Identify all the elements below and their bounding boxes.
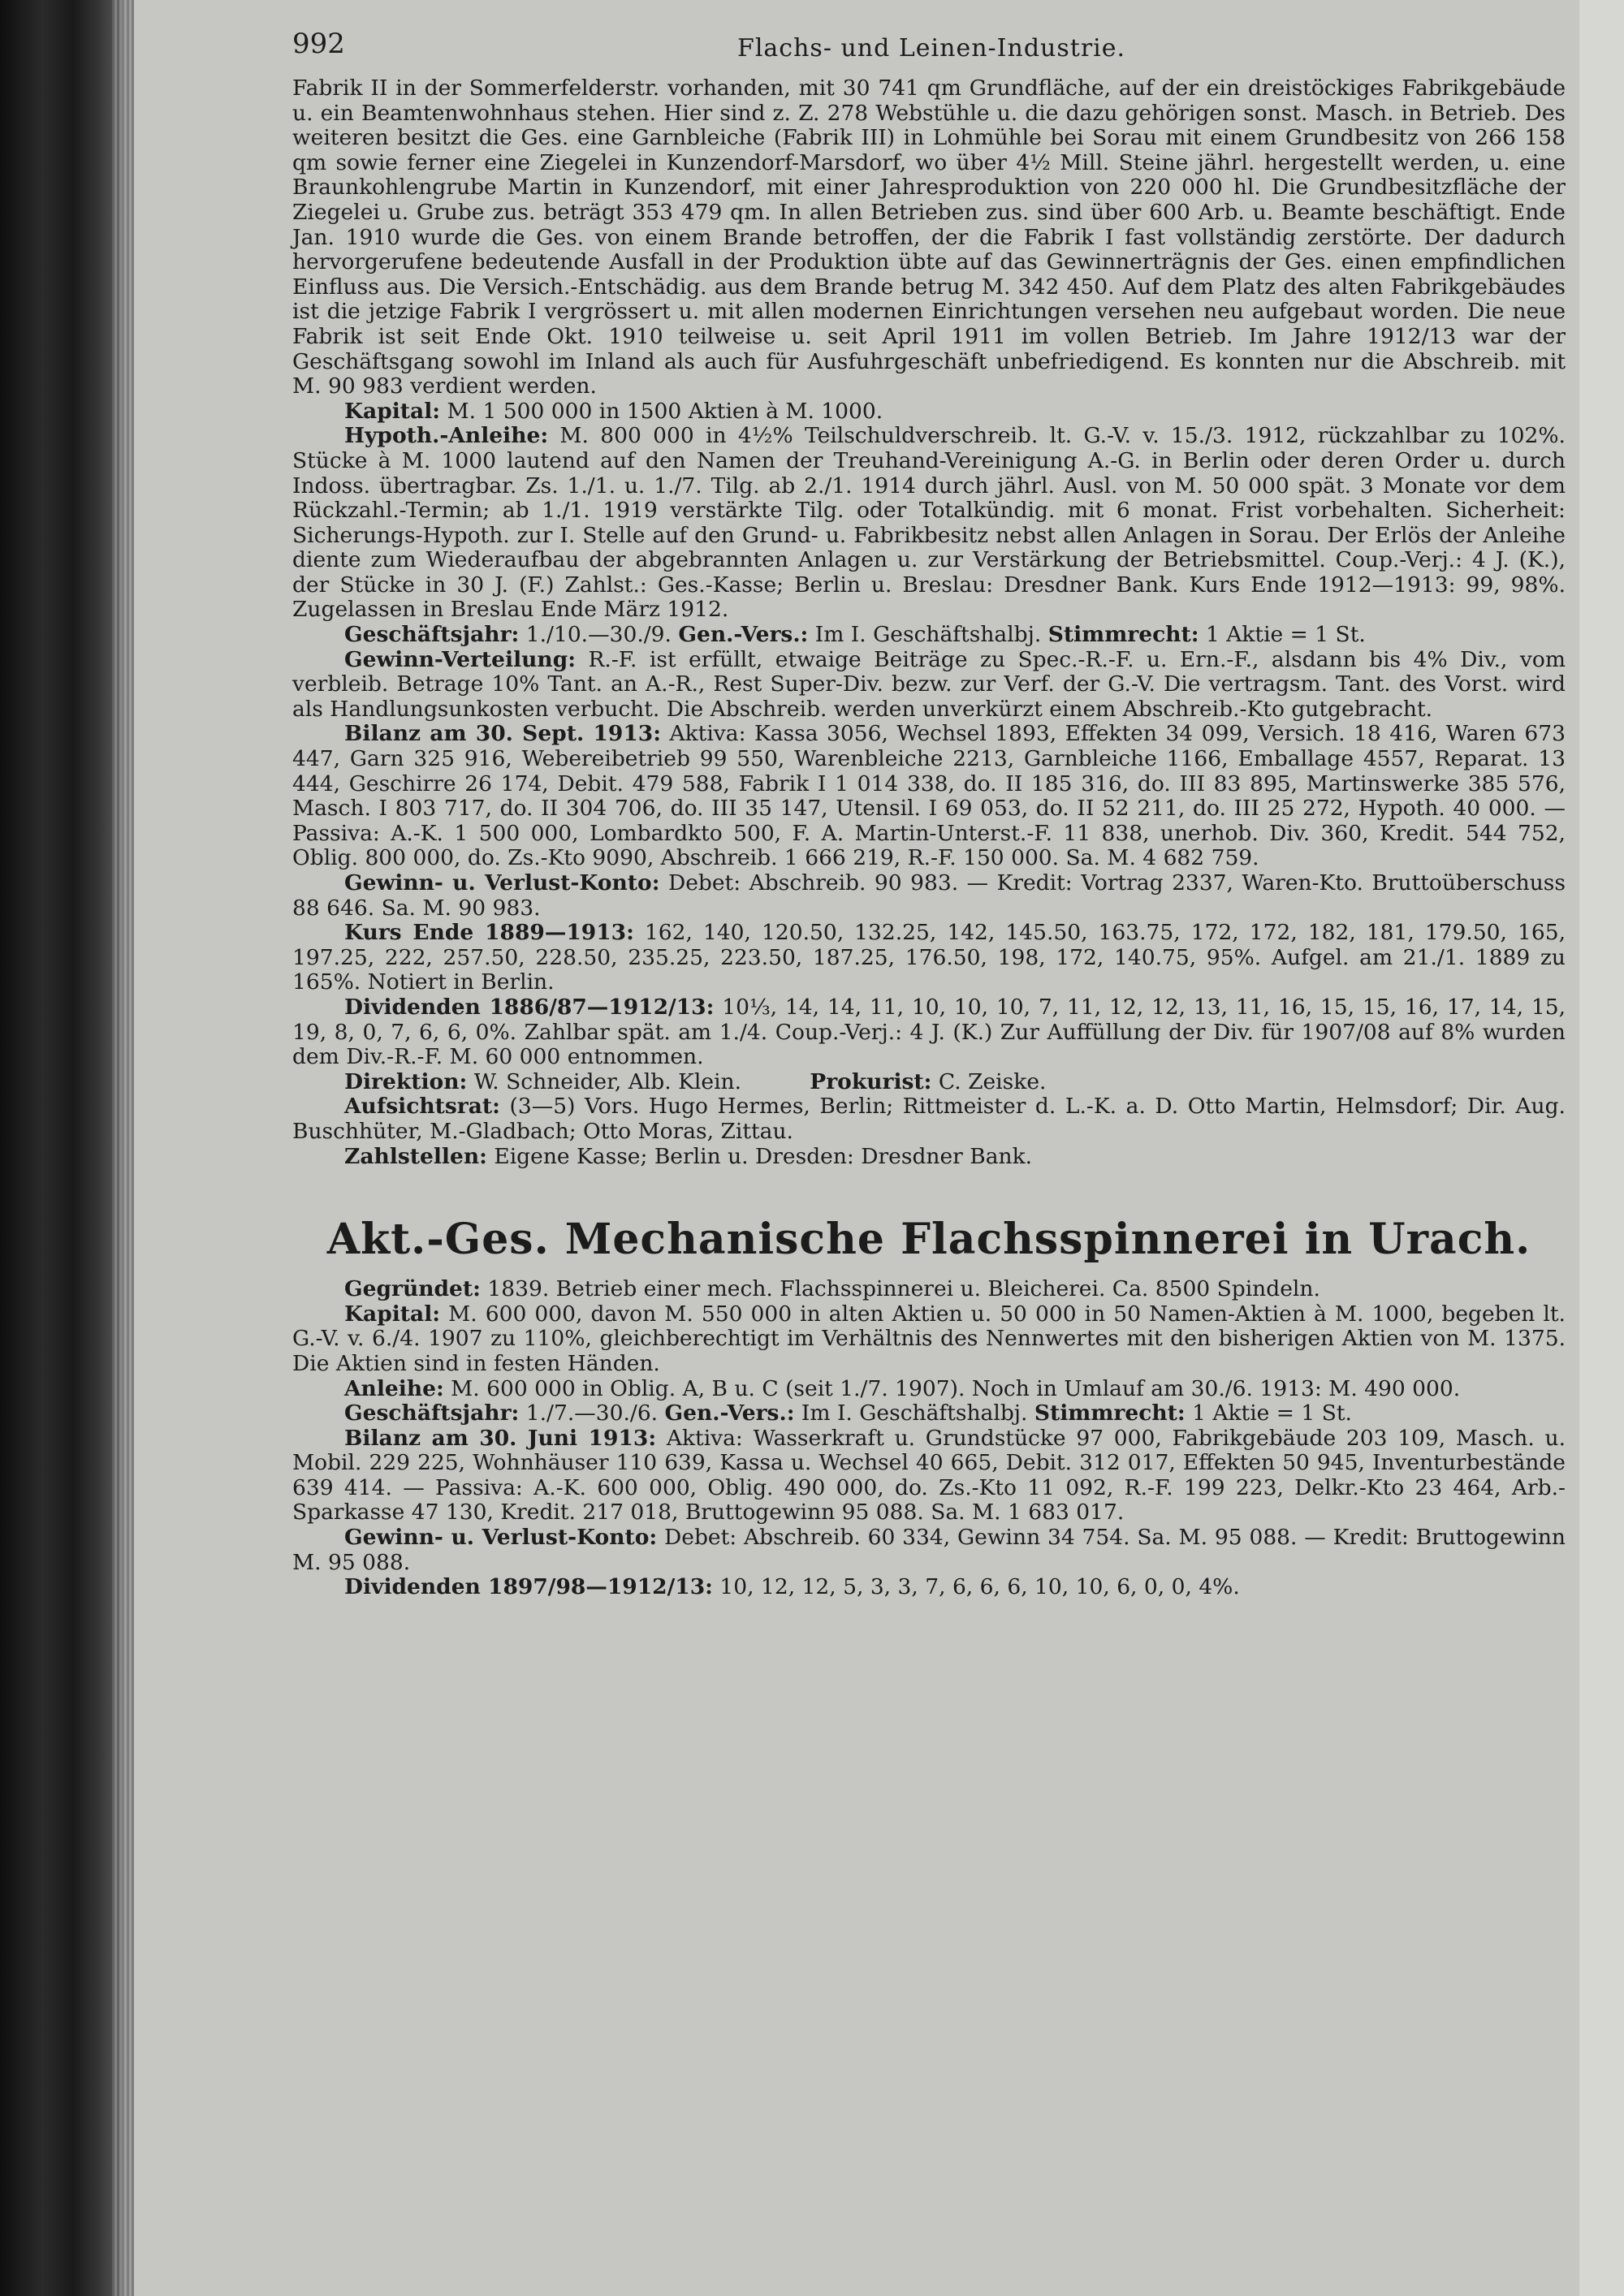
geschaeftsjahr-entry-2: Geschäftsjahr: 1./7.—30./6. Gen.-Vers.: Im I. Geschäftshalbj. Stimmrecht: 1 Aktie = 1 St. <box>344 1400 1352 1426</box>
gegruendet-entry: Gegründet: 1839. Betrieb einer mech. Flachsspinnerei u. Bleicherei. Ca. 8500 Spindeln. <box>344 1276 1320 1302</box>
zahlstellen-entry: Zahlstellen: Eigene Kasse; Berlin u. Dresden: Dresdner Bank. <box>344 1143 1033 1169</box>
page-content <box>292 28 1566 1600</box>
hypoth-anleihe-entry: Hypoth.-Anleihe: M. 800 000 in 4½% Teilschuldverschreib. lt. G.-V. v. 15./3. 1912, rückzahlbar zu 102%. Stücke à M. 1000 lautend auf den Namen der Treuhand-Vereinigung A.-G. in Berlin oder deren Order u. durch Indoss. übertragbar. Zs. 1./1. u. 1./7. Tilg. ab 2./1. 1914 durch jährl. Ausl. von M. 50 000 spät. 3 Monate vor dem Rückzahl.-Termin; ab 1./1. 1919 verstärkte Tilg. oder Totalkündig. mit 6 monat. Frist vorbehalten. Sicherheit: Sicherungs-Hypoth. zur I. Stelle auf den Grund- u. Fabrikbesitz nebst allen Anlagen in Sorau. Der Erlös der Anleihe diente zum Wiederaufbau der abgebrannten Anlagen u. zur Verstärkung der Betriebsmittel. Coup.-Verj.: 4 J. (K.), der Stücke in 30 J. (F.) Zahlst.: Ges.-Kasse; Berlin u. Breslau: Dresdner Bank. Kurs Ende 1912—1913: 99, 98%. Zugelassen in Breslau Ende März 1912. <box>292 423 1566 623</box>
gewinn-verlust-entry-2: Gewinn- u. Verlust-Konto: Debet: Abschreib. 60 334, Gewinn 34 754. Sa. M. 95 088. — Kredit: Bruttogewinn M. 95 088. <box>292 1525 1566 1575</box>
bilanz-entry: Bilanz am 30. Sept. 1913: Aktiva: Kassa 3056, Wechsel 1893, Effekten 34 099, Versich. 18 416, Waren 673 447, Garn 325 916, Webereibetrieb 99 550, Warenbleiche 2213, Garnbleiche 1166, Emballage 4557, Reparat. 13 444, Geschirre 26 174, Debit. 479 588, Fabrik I 1 014 338, do. II 185 316, do. III 83 895, Martinswerke 385 576, Masch. I 803 717, do. II 304 706, do. III 35 147, Utensil. I 69 053, do. II 52 211, do. III 25 272, Hypoth. 40 000. — Passiva: A.-K. 1 500 000, Lombardkto 500, F. A. Martin-Unterst.-F. 11 838, unerhob. Div. 360, Kredit. 544 752, Oblig. 800 000, do. Zs.-Kto 9090, Abschreib. 1 666 219, R.-F. 150 000. Sa. M. 4 682 759. <box>292 721 1566 871</box>
book-spine <box>0 0 122 2296</box>
gewinn-verteilung-entry: Gewinn-Verteilung: R.-F. ist erfüllt, etwaige Beiträge zu Spec.-R.-F. u. Ern.-F., alsdann bis 4% Div., vom verbleib. Betrage 10% Tant. an A.-R., Rest Super-Div. bezw. zur Verf. der G.-V. Die vertragsm. Tant. des Vorst. wird als Handlungsunkosten verbucht. Die Abschreib. werden unverkürzt einem Abschreib.-Kto gutgebracht. <box>292 646 1566 722</box>
page-right-margin <box>1579 0 1624 2296</box>
anleihe-entry: Anleihe: M. 600 000 in Oblig. A, B u. C (seit 1./7. 1907). Noch in Umlauf am 30./6. 1913: M. 490 000. <box>344 1375 1461 1401</box>
aufsichtsrat-entry: Aufsichtsrat: (3—5) Vors. Hugo Hermes, Berlin; Rittmeister d. L.-K. a. D. Otto Martin, Helmsdorf; Dir. Aug. Buschhüter, M.-Gladbach; Otto Moras, Zittau. <box>292 1094 1566 1144</box>
intro-paragraph: Fabrik II in der Sommerfelderstr. vorhanden, mit 30 741 qm Grundfläche, auf der ein dreistöckiges Fabrikgebäude u. ein Beamtenwohnhaus stehen. Hier sind z. Z. 278 Webstühle u. die dazu gehörigen sonst. Masch. in Betrieb. Des weiteren besitzt die Ges. eine Garnbleiche (Fabrik III) in Lohmühle bei Sorau mit einem Grundbesitz von 266 158 qm sowie ferner eine Ziegelei in Kunzendorf-Marsdorf, wo über 4½ Mill. Steine jährl. hergestellt werden, u. eine Braunkohlengrube Martin in Kunzendorf, mit einer Jahresproduktion von 220 000 hl. Die Grundbesitzfläche der Ziegelei u. Grube zus. beträgt 353 479 qm. In allen Betrieben zus. sind über 600 Arb. u. Beamte beschäftigt. Ende Jan. 1910 wurde die Ges. von einem Brande betroffen, der die Fabrik I fast vollständig zerstörte. Der dadurch hervorgerufene bedeutende Ausfall in der Produktion übte auf das Gewinnerträgnis der Ges. einen empfindlichen Einfluss aus. Die Versich.-Entschädig. aus dem Brande betrug M. 342 450. Auf dem Platz des alten Fabrikgebäudes ist die jetzige Fabrik I vergrössert u. mit allen modernen Einrichtungen versehen neu aufgebaut worden. Die neue Fabrik ist seit Ende Okt. 1910 teilweise u. seit April 1911 im vollen Betrieb. Im Jahre 1912/13 war der Geschäftsgang sowohl im Inland als auch für Ausfuhrgeschäft unbefriedigend. Es konnten nur die Abschreib. mit M. 90 983 verdient werden. <box>292 76 1566 399</box>
running-title: Flachs- und Leinen-Industrie. <box>737 34 1126 63</box>
page-header <box>292 28 1566 76</box>
page-number: 992 <box>292 28 345 60</box>
kapital-entry-2: Kapital: M. 600 000, davon M. 550 000 in alten Aktien u. 50 000 in 50 Namen-Aktien à M. 1000, begeben lt. G.-V. v. 6./4. 1907 zu 110%, gleichberechtigt im Verhältnis des Nennwertes mit den bisherigen Aktien von M. 1375. Die Aktien sind in festen Händen. <box>292 1301 1566 1376</box>
company-heading: Akt.-Ges. Mechanische Flachsspinnerei in Urach. <box>326 1215 1531 1265</box>
dividenden-entry: Dividenden 1886/87—1912/13: 10⅓, 14, 14, 11, 10, 10, 10, 7, 11, 12, 12, 13, 11, 16, 15, 15, 16, 17, 14, 15, 19, 8, 0, 7, 6, 6, 0%. Zahlbar spät. am 1./4. Coup.-Verj.: 4 J. (K.) Zur Auffüllung der Div. für 1907/08 auf 8% wurden dem Div.-R.-F. M. 60 000 entnommen. <box>292 994 1566 1070</box>
gewinn-verlust-entry: Gewinn- u. Verlust-Konto: Debet: Abschreib. 90 983. — Kredit: Vortrag 2337, Waren-Kto. Bruttoüberschuss 88 646. Sa. M. 90 983. <box>292 870 1566 921</box>
kapital-entry: Kapital: M. 1 500 000 in 1500 Aktien à M. 1000. <box>344 398 883 424</box>
direktion-entry: Direktion: W. Schneider, Alb. Klein. Prokurist: C. Zeiske. <box>344 1068 1047 1094</box>
kurs-entry: Kurs Ende 1889—1913: 162, 140, 120.50, 132.25, 142, 145.50, 163.75, 172, 172, 182, 181, 179.50, 165, 197.25, 222, 257.50, 228.50, 235.25, 223.50, 187.25, 176.50, 198, 172, 140.75, 95%. Aufgel. am 21./1. 1889 zu 165%. Notiert in Berlin. <box>292 920 1566 995</box>
dividenden-entry-2: Dividenden 1897/98—1912/13: 10, 12, 12, 5, 3, 3, 7, 6, 6, 6, 10, 10, 6, 0, 0, 4%. <box>344 1574 1240 1600</box>
geschaeftsjahr-entry: Geschäftsjahr: 1./10.—30./9. Gen.-Vers.: Im I. Geschäftshalbj. Stimmrecht: 1 Aktie = 1 St. <box>344 622 1366 648</box>
bilanz-entry-2: Bilanz am 30. Juni 1913: Aktiva: Wasserkraft u. Grundstücke 97 000, Fabrikgebäude 203 109, Masch. u. Mobil. 229 225, Wohnhäuser 110 639, Kassa u. Wechsel 40 665, Debit. 312 017, Effekten 50 945, Inventurbestände 639 414. — Passiva: A.-K. 600 000, Oblig. 490 000, do. Zs.-Kto 11 092, R.-F. 199 223, Delkr.-Kto 23 464, Arb.-Sparkasse 47 130, Kredit. 217 018, Bruttogewinn 95 088. Sa. M. 1 683 017. <box>292 1425 1566 1526</box>
